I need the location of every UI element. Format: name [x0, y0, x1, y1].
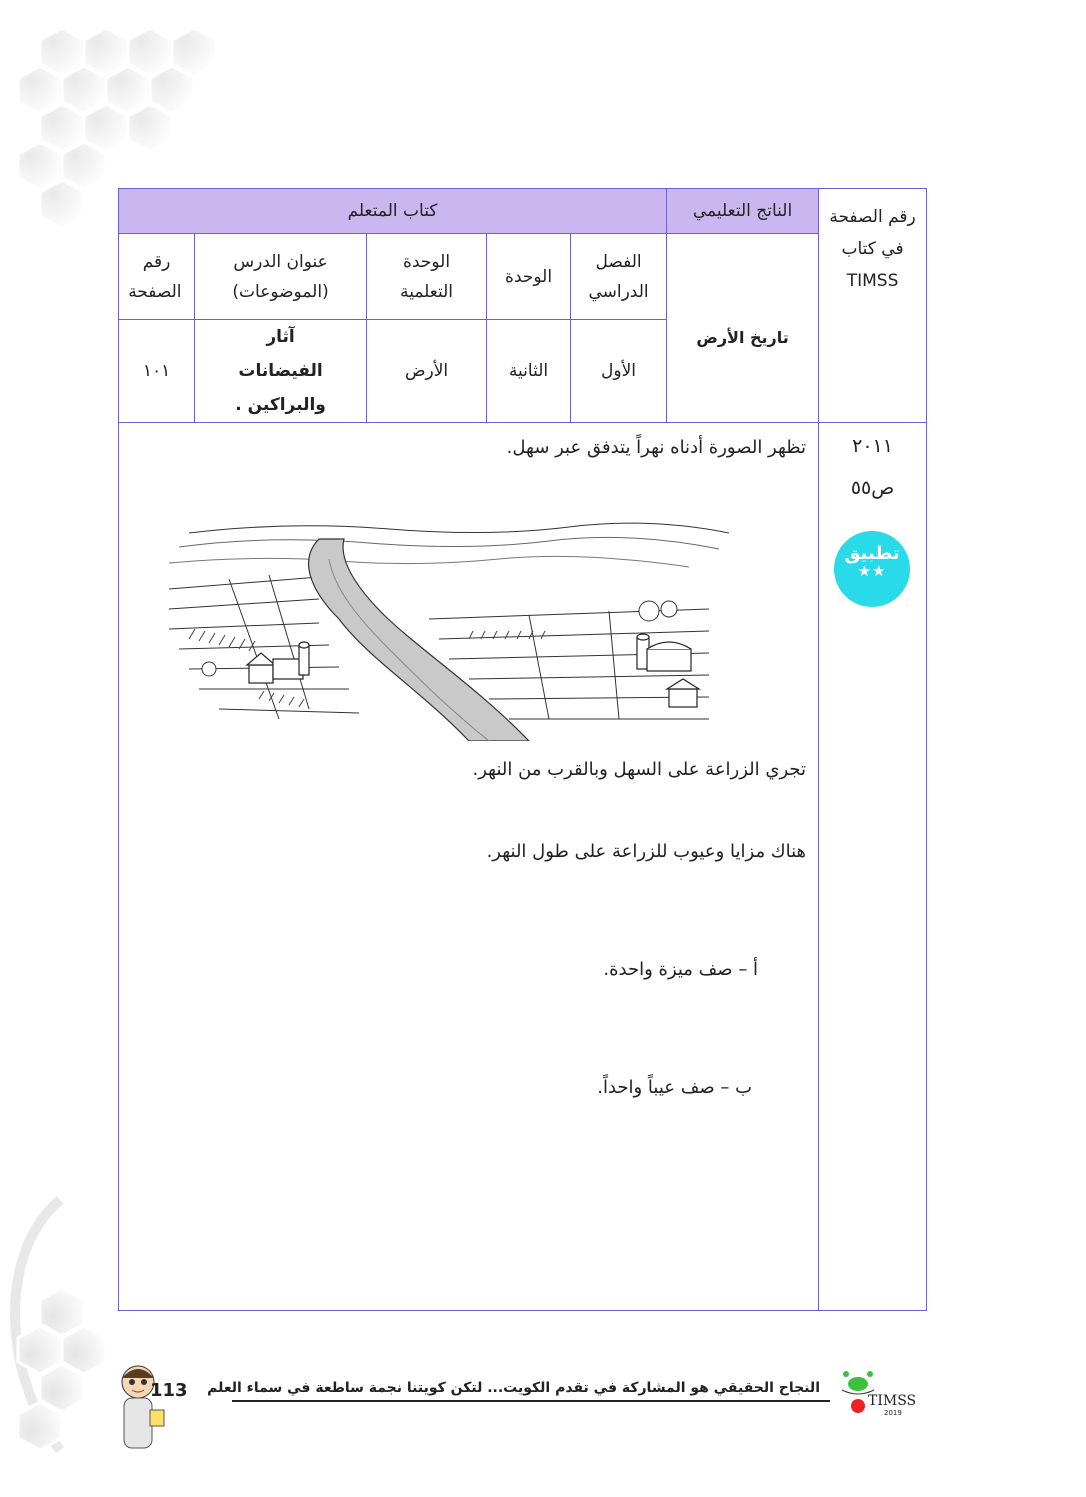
timss-page: ص٥٥ [850, 477, 895, 499]
question-line-2: هناك مزايا وعيوب للزراعة على طول النهر. [486, 841, 807, 862]
footer-slogan: النجاح الحقيقي هو المشاركة في تقدم الكويت... لتكن كويتنا نجمة ساطعة في سماء العلم [207, 1380, 820, 1396]
unit-header: الوحدة [487, 234, 571, 320]
semester-header: الفصل الدراسي [571, 234, 667, 320]
learning-unit-value: الأرض [367, 320, 487, 423]
star-icon: ★★ [857, 562, 887, 580]
timss-logo-year: 2019 [884, 1409, 902, 1417]
curriculum-table [118, 188, 927, 1311]
question-part-b: ب – صف عيباً واحداً. [597, 1077, 753, 1098]
application-badge [834, 531, 910, 607]
timss-logo-text: TIMSS [868, 1393, 917, 1409]
question-part-a: أ – صف ميزة واحدة. [603, 959, 759, 980]
question-cell [119, 423, 819, 1311]
learner-book-header: كتاب المتعلم [119, 189, 667, 234]
page-number-value: ١٠١ [119, 320, 195, 423]
outcome-header: الناتج التعليمي [667, 189, 819, 234]
timss-year: ٢٠١١ [852, 435, 893, 457]
outcome-value: تاريخ الأرض [667, 234, 819, 423]
timss-page-header: رقم الصفحة في كتاب TIMSS [819, 189, 927, 423]
semester-value: الأول [571, 320, 667, 423]
page-number-header: رقم الصفحة [119, 234, 195, 320]
footer-divider [232, 1400, 830, 1402]
unit-value: الثانية [487, 320, 571, 423]
page-number: 113 [150, 1380, 188, 1401]
river-plain-illustration [169, 519, 729, 741]
learning-unit-header: الوحدة التعلمية [367, 234, 487, 320]
lesson-title-value: آثار الفيضانات والبراكين . [195, 320, 367, 423]
timss-reference-cell [819, 423, 927, 1311]
question-line-1: تجري الزراعة على السهل وبالقرب من النهر. [472, 759, 807, 780]
lesson-title-header: عنوان الدرس (الموضوعات) [195, 234, 367, 320]
badge-label: تطبيق [844, 543, 900, 564]
question-intro: تظهر الصورة أدناه نهراً يتدفق عبر سهل. [506, 437, 807, 458]
student-mascot [110, 1360, 170, 1460]
